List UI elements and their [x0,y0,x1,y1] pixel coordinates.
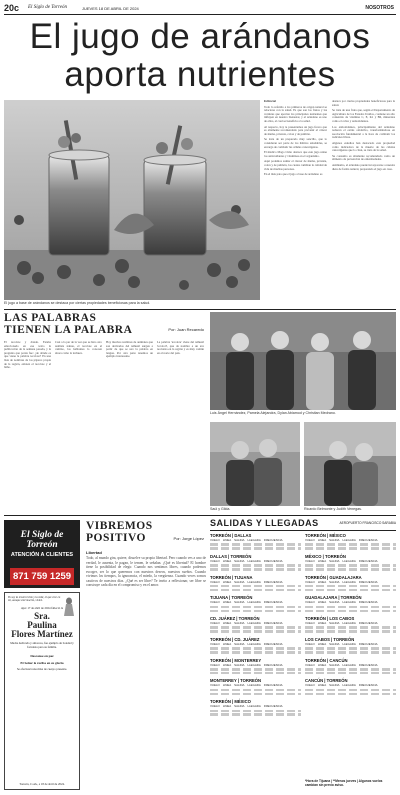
flight-route [305,637,396,654]
obituary-intro: Ayer 17 de abril de 2024 falleció la [20,606,64,611]
flight-column-label: SALIDA [329,600,340,605]
flight-route [210,699,301,716]
obituary-text-3: El Señor le reciba en su gloria [20,660,64,665]
flight-column-label: LINEA [317,538,327,542]
header-rule [4,14,396,15]
flight-column-label: SALIDA [234,538,245,542]
flight-entry-line [210,651,301,654]
group-photo-caption: Luis Ángel Hernández, Pamela Alejandra, Dylan Abiamod y Christian Medrano. [210,411,336,415]
flight-column-label: LLEGADA [342,662,356,667]
vibremos-title [86,520,153,544]
flight-column-label: SALIDA [234,600,245,605]
palabras-col-4: La palabra 'tecolote' viene del náhuatl 'tecolotl', que da nombre a un ave nocturna en la región y es muy común en el norte del país. [157,341,204,355]
flights-rule [210,530,396,531]
flight-entry-line [305,630,396,633]
flight-column-label: VUELO [210,558,220,563]
flight-column-label: VUELO [210,662,220,667]
flight-column-label: LINEA [317,600,327,605]
flight-column-label: SALIDA [234,641,245,646]
flight-column-label: LLEGADA [342,641,356,646]
flight-route [210,678,301,695]
flight-entry-line [305,610,396,613]
flight-row [305,538,396,542]
section-name: NOSOTROS [365,5,394,11]
article-kicker: Editorial [264,99,277,103]
vibremos-title-line-2: POSITIVO [86,532,147,544]
flight-entry-line [210,610,301,613]
flight-route-title: TORREÓN | MONTERREY [210,657,262,663]
flight-column-label: LLEGADA [342,538,356,542]
flight-entry-line [305,689,396,692]
section-divider [4,309,396,310]
flight-route-title: TORREÓN | CD. JUÁREZ [210,636,260,642]
flight-route-title: CD. JUÁREZ | TORREÓN [210,616,260,622]
flight-route-title: TORREÓN | GUADALAJARA [305,574,362,580]
flight-entry-line [305,543,396,546]
flight-column-label: SALIDA [234,662,245,667]
flight-route [210,575,301,592]
flight-column-label: VUELO [305,600,315,605]
palabras-col-2: Casi a la par de la vez que se hizo otro análisis nahua, el tecolote en el camino, los hablantes lo conocen ahora como la lechuza. [55,341,102,355]
flight-column-label: LINEA [317,558,327,563]
flight-column-label: LLEGADA [247,621,261,626]
flight-column-label: VUELO [210,579,220,584]
flight-row [210,704,301,708]
flight-entry-line [210,672,301,675]
flight-entry-line [210,568,301,571]
flight-column-label: VUELO [305,538,315,542]
flight-column-label: SALIDA [329,662,340,667]
obituary-quote: Yo soy la resurrección y la vida; el que cree en mí, aunque esté muerto, vivirá. [8,596,61,603]
flight-column-label: VUELO [305,558,315,563]
article-paragraph: Su consumo es altamente recomendado como un alimento de prevención de enfermedades. [332,153,395,162]
main-photo [4,100,260,300]
palabras-title-line-1: LAS PALABRAS [4,312,97,324]
flight-column-label: LINEA [222,600,232,605]
virgin-mary-icon [62,596,76,616]
flight-entry-line [305,651,396,654]
flight-column-label: LLEGADA [247,662,261,667]
palabras-section [4,312,206,510]
flight-column-label: LLEGADA [247,579,261,584]
small-photo-left-caption: Saúl y Gilda. [210,507,231,511]
flight-column-label: LLEGADA [247,704,261,709]
flight-entry-line [210,585,301,588]
flight-entry-line [305,547,396,550]
article-paragraph: Al respecto, hoy te presentamos un jugo fresco que es altamente recomendado para prevenir el cáncer de mama, próstata, colon y de pulmón. [264,124,327,136]
flight-column-label: SALIDA [329,558,340,563]
flight-route [210,616,301,633]
main-photo-caption: El jugo a base de arándanos se destaca por ciertas propiedades beneficiosas para la salud. [4,301,151,305]
flight-row [210,642,301,646]
phone-number[interactable]: 871 759 1259 [12,571,72,582]
masthead: El Siglo de Torreón [28,5,67,10]
vibremos-byline: Por: Jorge López [173,536,204,541]
vibremos-heading: Libertad [86,550,102,555]
flight-entry-line [210,547,301,550]
flight-column-label: SALIDA [234,704,245,709]
flight-entry-line [210,564,301,567]
palabras-col-1: El tecolote y dónde. Estaba emocionado en ese texto la publicación de la semana pasada, y la pregunta que ponía fue: ¿de dónde es que viene la palabra tecolote? En una lista de nombres de los pájaros propia de la región, existen el tecolote y el búho. [4,341,51,370]
flights-right-column [305,533,396,699]
flight-column-label: FRECUENCIA [358,579,378,584]
article-paragraph: Aquí podemos sumar el cáncer de mama, próstata, colon y de pulmón, los cuales cambian la calidad de vida de muchas personas. [264,159,327,171]
flight-entry-line [210,606,301,609]
flight-column-label: VUELO [305,662,315,667]
flight-column-label: LLEGADA [247,683,261,688]
flight-column-label: LINEA [317,662,327,667]
flight-row [210,538,301,542]
flight-column-label: FRECUENCIA [358,600,378,605]
flight-row [305,663,396,667]
palabras-title [4,312,132,336]
flight-column-label: FRECUENCIA [263,683,283,688]
flight-column-label: FRECUENCIA [263,538,283,542]
blueberry-juice-image [4,100,260,300]
flight-route [305,554,396,571]
flight-route [210,658,301,675]
flight-column-label: LINEA [222,621,232,626]
flight-column-label: LINEA [222,683,232,688]
flight-route [210,595,301,612]
ad-subtitle: ATENCIÓN A CLIENTES [10,552,74,558]
article-paragraph: destaca por ciertas propiedades beneficiosas para la salud. [332,99,395,107]
flight-entry-line [210,710,301,713]
flight-column-label: FRECUENCIA [263,641,283,646]
flight-column-label: LINEA [317,683,327,688]
flight-row [210,559,301,563]
flight-column-label: LINEA [222,579,232,584]
flight-column-label: LLEGADA [247,600,261,605]
flight-column-label: FRECUENCIA [358,621,378,626]
flight-column-label: LINEA [222,704,232,709]
flights-footnote: *Hora de Tijuana | **Menos jueves | Algunos vuelos cambian sin previo aviso. [305,779,383,787]
palabras-byline: Por: Juan Recaredo [168,327,204,332]
flight-route [305,658,396,675]
flight-column-label: LINEA [317,579,327,584]
customer-service-ad [4,520,80,588]
flight-route-title: GUADALAJARA | TORREÓN [305,595,362,601]
flight-column-label: SALIDA [234,579,245,584]
flight-column-label: FRECUENCIA [358,538,378,542]
flight-row [210,663,301,667]
flight-column-label: SALIDA [234,621,245,626]
flight-entry-line [305,568,396,571]
flight-column-label: LLEGADA [342,621,356,626]
flight-column-label: FRECUENCIA [358,662,378,667]
flight-entry-line [305,585,396,588]
flight-row [210,600,301,604]
flight-route-title: CANCÚN | TORREÓN [305,678,348,684]
flight-column-label: FRECUENCIA [263,704,283,709]
flight-row [210,683,301,687]
flight-entry-line [210,543,301,546]
flight-column-label: SALIDA [234,683,245,688]
flight-route-title: DALLAS | TORREÓN [210,553,252,559]
flight-route [210,533,301,550]
article-paragraph: Se trata de un preparado muy sencillo, que lo consideran ser parte de los hábitos saludables, se encarga de combatir las células cancerígenas. [264,137,327,149]
flight-column-label: LLEGADA [247,641,261,646]
flights-source: AEROPUERTO FRANCISCO SARABIA [339,521,396,525]
flight-row [305,642,396,646]
flight-row [305,559,396,563]
flight-column-label: SALIDA [329,579,340,584]
page-header [4,3,396,13]
flight-column-label: SALIDA [329,621,340,626]
headline-line-2: aporta nutrientes [64,55,336,94]
flight-entry-line [210,693,301,696]
flight-route [305,533,396,550]
flight-entry-line [210,626,301,629]
flight-row [210,621,301,625]
date: JUEVES 18 DE ABRIL DE 2024 [82,5,139,11]
flight-row [305,600,396,604]
small-photo-right-caption: Ricardo Belmonte y Judith Venegas. [304,507,362,511]
obituary-footer: Torreón, Coah., a 18 de abril de 2024. [19,782,65,786]
headline-line-1: El jugo de arándanos [29,17,371,56]
flight-column-label: VUELO [210,704,220,709]
flight-route-title: TORREÓN | LOS CABOS [305,616,355,622]
flight-column-label: SALIDA [329,683,340,688]
flight-entry-line [210,668,301,671]
section-divider [4,515,396,516]
flight-entry-line [210,630,301,633]
flight-route-title: MÉXICO | TORREÓN [305,553,346,559]
flight-route-title: LOS CABOS | TORREÓN [305,636,355,642]
flight-entry-line [305,693,396,696]
flight-route-title: TORREÓN | TIJUANA [210,574,253,580]
flight-column-label: SALIDA [234,558,245,563]
headline [0,18,400,94]
obituary-text-1: Madre dedicada y amorosa, fue ejemplo de bondad y fortaleza para su familia. [10,641,74,649]
small-photo-right [304,422,396,506]
flight-row [305,621,396,625]
vibremos-title-line-1: VIBREMOS [86,520,153,532]
flight-column-label: VUELO [210,641,220,646]
article-paragraph: Los antioxidantes, principalmente del arándano reducen el estrés oxidativo, transformándose en asociación fundamental a la hora de combatir los radicales libres. [332,124,395,140]
flight-column-label: VUELO [305,641,315,646]
ad-masthead: El Siglo de Torreón [20,530,64,550]
small-photo-left [210,422,300,506]
flight-column-label: FRECUENCIA [358,683,378,688]
flight-column-label: FRECUENCIA [263,558,283,563]
flight-route-title: MONTERREY | TORREÓN [210,678,262,684]
flight-column-label: VUELO [210,621,220,626]
obituary-name-2: Flores Martínez [11,629,73,640]
vibremos-body: Todo, al mundo gira, quiere, disuelve su propia libertad. Pero cuando ves a uno de verdad, le ausenta, le pagan, le temen, le señalan. ¿Qué es libertad? El hombre tiene la posibilidad de elegir. Cuando nos sentimos libres, cuando podemos escoger, ser lo que queremos con nuestros deseos, nuestros sueños. Cuando vivimos los tiempos, la ignorancia, el miedo, la vergüenza. Cuando veces somos cautivos de nuestros días. ¿Qué es ser libre? Te invito a reflexionar, ser libre se construye cada día en el compromiso y en el amor. [86,556,206,587]
flight-route [210,637,301,654]
flight-column-label: LLEGADA [342,558,356,563]
flight-column-label: FRECUENCIA [263,579,283,584]
flight-column-label: SALIDA [329,641,340,646]
flights-left-column [210,533,301,720]
article-paragraph: Todo lo referido a los primeros de origen natural se relaciona con la salud. Es que son los frutos y las verduras que aportan los principales nutrientes que influyen en nuestro bienestar, y el arándano es uno de ellos, el cual se beneficia a la salud. [264,104,327,123]
vibremos-section [86,520,206,790]
article-paragraph: Asimismo, el arándano puede incorporarse a nuestra dieta de forma natural, preparando el jugo en casa. [332,162,395,171]
article-column-1 [264,100,327,177]
flight-route [305,595,396,612]
flight-route-title: TORREÓN | CANCÚN [305,657,348,663]
flight-column-label: LINEA [222,641,232,646]
flight-column-label: VUELO [305,579,315,584]
flight-entry-line [305,564,396,567]
article-paragraph: Se trata de una fruta que, según el Departamento de Agricultura de los Estados Unidos, contiene un alto contenido de vitamina C, E, K1 y B6, minerales como el cobre y antioxidantes. [332,108,395,123]
flight-entry-line [210,689,301,692]
flight-column-label: VUELO [305,621,315,626]
flight-entry-line [305,606,396,609]
palabras-title-line-2: TIENEN LA PALABRA [4,324,133,336]
article-paragraph: Algunos estudios han destacado esta propiedad como indicadora de la muerte de las células cancerígenas que lo citan, se trata de la salud. [332,140,395,153]
flight-entry-line [305,668,396,671]
flight-entry-line [305,672,396,675]
flight-column-label: LINEA [317,621,327,626]
flight-column-label: VUELO [210,683,220,688]
group-people-image [210,312,396,410]
flight-column-label: FRECUENCIA [263,621,283,626]
flight-route [305,678,396,695]
flight-route-title: TORREÓN | DALLAS [210,533,252,538]
flight-column-label: SALIDA [329,538,340,542]
flight-route-title: TORREÓN | MÉXICO [305,533,346,538]
obituary-name-1: Paulina [27,620,57,631]
flight-column-label: LINEA [222,662,232,667]
flight-route-title: TORREÓN | MÉXICO [210,699,251,705]
flight-column-label: LLEGADA [247,558,261,563]
flight-column-label: FRECUENCIA [358,641,378,646]
page-number: 20 [4,3,15,13]
flight-entry-line [210,647,301,650]
flight-route [305,616,396,633]
flight-column-label: VUELO [305,683,315,688]
flight-entry-line [210,589,301,592]
flight-entry-line [305,647,396,650]
flight-route-title: TIJUANA | TORREÓN [210,595,253,601]
flight-column-label: LLEGADA [342,683,356,688]
flight-route [305,575,396,592]
flight-column-label: LLEGADA [342,600,356,605]
article-paragraph: En el más pata que el jugo a base de arándano es [264,172,323,177]
flight-column-label: VUELO [210,600,220,605]
flight-column-label: VUELO [210,538,220,542]
page-letter: c [14,3,20,13]
group-photo [210,312,396,410]
flights-title: SALIDAS Y LLEGADAS [210,518,319,528]
flight-column-label: FRECUENCIA [263,600,283,605]
obituary-text-2: Descanse en paz [30,653,54,658]
obituary-prefix: Sra. [34,611,50,622]
flight-column-label: LINEA [317,641,327,646]
palabras-col-3: Hoy muchos nombres de animales que son derivados del náhuatl surgen a partir de que se usó la palabra en lengua. Por otra parte tenemos un ejemplo interesante. [106,341,153,359]
obituary [4,592,80,790]
flight-entry-line [305,626,396,629]
flight-route [210,554,301,571]
flight-entry-line [305,589,396,592]
flight-column-label: FRECUENCIA [263,662,283,667]
article-paragraph: El médico Mago Cimo destaca que este jugo reúne los antioxidantes y vitaminas en el organismo. [264,150,327,158]
flight-column-label: LINEA [222,558,232,563]
article-column-2 [332,100,395,171]
couple-image [304,422,396,506]
flights-section [210,518,396,792]
obituary-text-4: Se efectuará una misa de cuerpo presente. [16,666,68,671]
flight-entry-line [210,713,301,716]
flight-row [210,580,301,584]
couple-image [210,422,300,506]
flight-column-label: LINEA [222,538,232,542]
ad-phone[interactable] [10,568,74,585]
flight-column-label: LLEGADA [342,579,356,584]
flight-column-label: FRECUENCIA [358,558,378,563]
flight-row [305,580,396,584]
flight-column-label: LLEGADA [247,538,261,542]
flight-row [305,683,396,687]
